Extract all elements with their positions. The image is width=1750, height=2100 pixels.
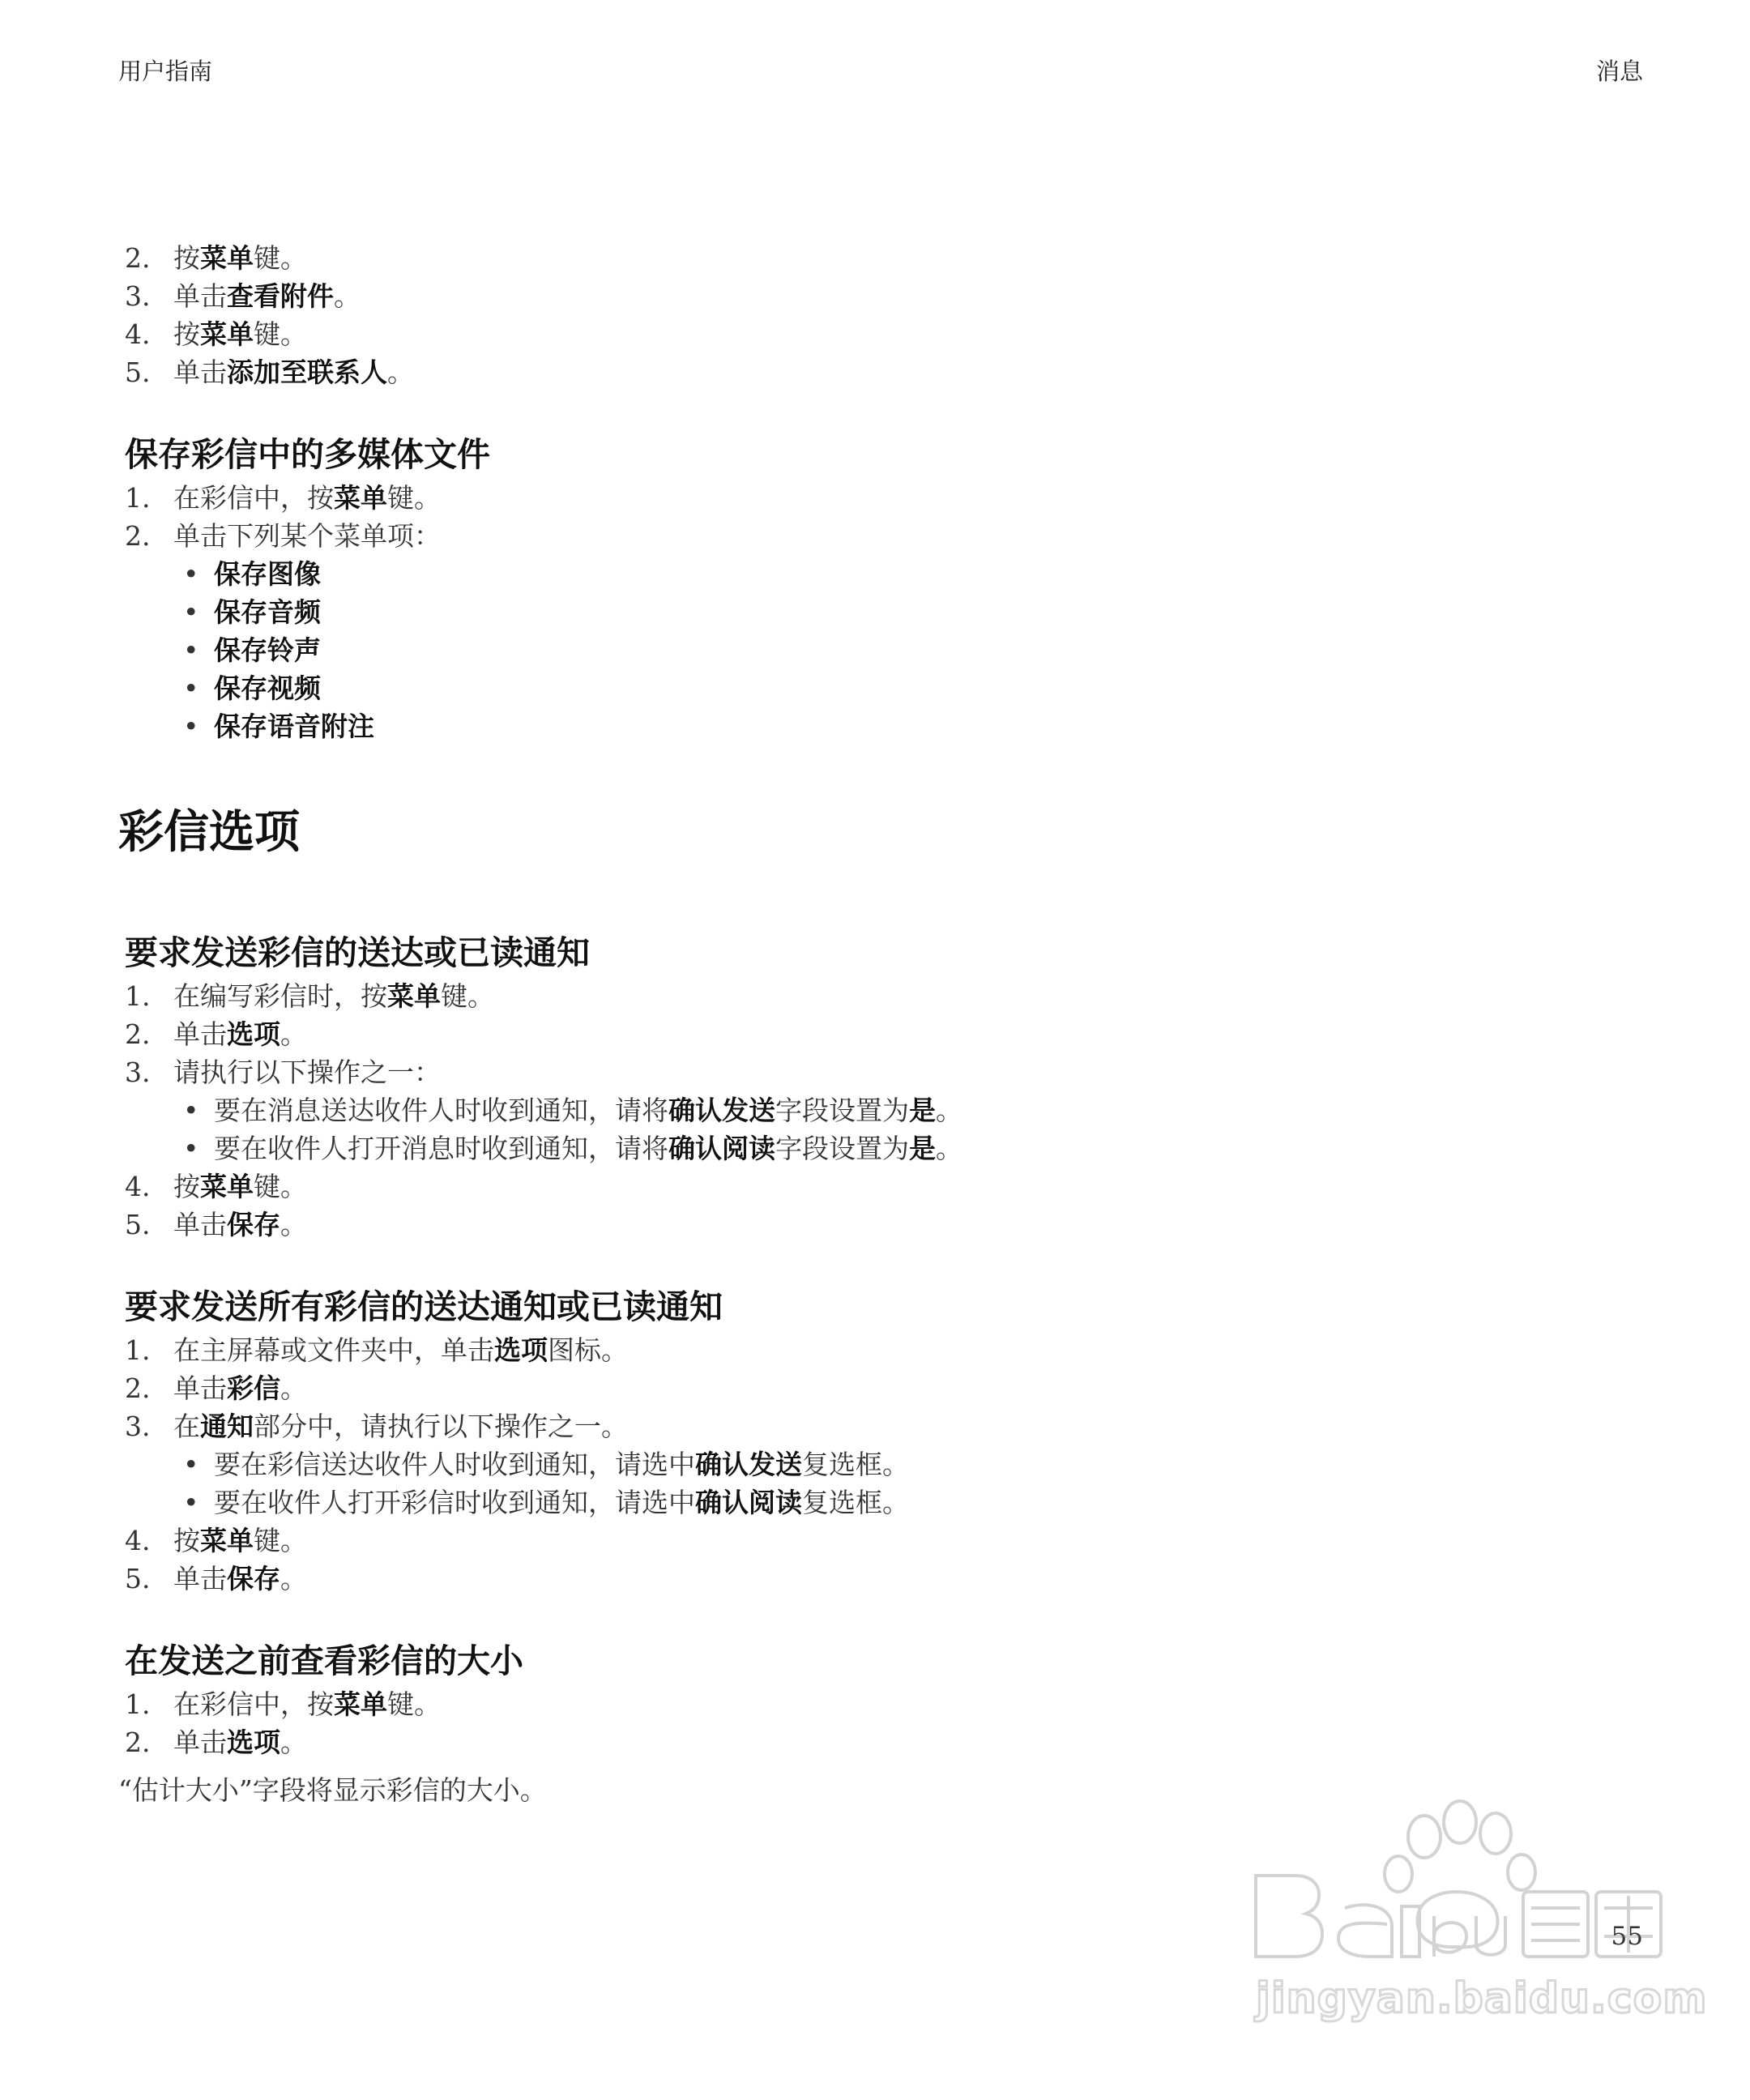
- size-check-heading: 在发送之前查看彩信的大小: [125, 1641, 523, 1680]
- step-text: 。: [280, 1209, 307, 1240]
- page-content: [118, 239, 1658, 1809]
- step-number: 4.: [125, 1171, 151, 1202]
- list-item: [118, 1522, 1658, 1560]
- list-item: [118, 353, 1658, 391]
- confirm-delivery-term: 确认发送: [668, 1095, 775, 1126]
- list-item: [173, 1091, 1658, 1129]
- estimated-size-note: “估计大小”字段将显示彩信的大小。: [118, 1774, 547, 1806]
- size-check-steps: [118, 1685, 1658, 1761]
- step-text: 单击: [173, 356, 227, 388]
- list-item: [118, 977, 1658, 1015]
- step-number: 3.: [125, 1056, 151, 1088]
- list-item: [118, 315, 1658, 353]
- confirm-read-term: 确认阅读: [668, 1133, 775, 1164]
- step-text: 键。: [254, 1171, 307, 1202]
- step-text: 请执行以下操作之一：: [173, 1056, 441, 1088]
- step-text: 。: [387, 356, 414, 388]
- step-number: 2.: [125, 242, 151, 274]
- receipt-all-steps: [118, 1331, 1658, 1598]
- step-text: 按: [173, 242, 200, 274]
- options-term: 选项: [227, 1727, 280, 1758]
- step-number: 1.: [125, 980, 151, 1012]
- save-media-heading: 保存彩信中的多媒体文件: [125, 435, 490, 474]
- step-number: 5.: [125, 1563, 151, 1594]
- menu-key-term: 菜单: [200, 242, 254, 274]
- menu-item-save-audio: 保存音频: [214, 596, 321, 628]
- menu-item-save-voice-note: 保存语音附注: [214, 711, 374, 742]
- receipt-all-heading: 要求发送所有彩信的送达通知或已读通知: [125, 1287, 723, 1326]
- view-attachment-term: 查看附件: [227, 280, 334, 312]
- step-text: 单击: [173, 280, 227, 312]
- step-text: 键。: [387, 1688, 441, 1720]
- menu-key-term: 菜单: [387, 980, 441, 1012]
- step-text: 。: [280, 1018, 307, 1050]
- bullet-icon: •: [183, 711, 199, 742]
- menu-key-term: 菜单: [200, 318, 254, 350]
- list-item: [173, 669, 1658, 707]
- bullet-icon: •: [183, 596, 199, 628]
- step-text: 键。: [254, 1525, 307, 1556]
- step-number: 3.: [125, 1411, 151, 1442]
- step-text: 要在收件人打开消息时收到通知，请将: [214, 1133, 668, 1164]
- step-number: 2.: [125, 1727, 151, 1758]
- list-item: [118, 1560, 1658, 1598]
- list-item: [118, 1407, 1658, 1522]
- baidu-jingyan-watermark: [1248, 1795, 1708, 2038]
- list-item: [118, 1053, 1658, 1167]
- bullet-icon: •: [183, 1133, 199, 1164]
- step-number: 1.: [125, 1334, 151, 1366]
- menu-item-save-image: 保存图像: [214, 558, 321, 590]
- step-text: 图标。: [548, 1334, 628, 1366]
- save-media-steps: [118, 479, 1658, 745]
- list-item: [173, 555, 1658, 593]
- receipt-all-choices: [173, 1445, 1658, 1522]
- step-text: 字段设置为: [775, 1133, 909, 1164]
- bullet-icon: •: [183, 634, 199, 666]
- step-number: 2.: [125, 1018, 151, 1050]
- list-item: [118, 1331, 1658, 1369]
- step-number: 3.: [125, 280, 151, 312]
- step-text: 。: [280, 1372, 307, 1404]
- step-text: 单击: [173, 1018, 227, 1050]
- menu-key-term: 菜单: [200, 1525, 254, 1556]
- list-item: [118, 479, 1658, 517]
- add-to-contacts-term: 添加至联系人: [227, 356, 387, 388]
- receipt-single-steps: [118, 977, 1658, 1244]
- bullet-icon: •: [183, 672, 199, 704]
- step-text: 复选框。: [802, 1487, 909, 1518]
- intro-steps-list: [118, 239, 1658, 391]
- step-text: 在彩信中，按: [173, 482, 334, 514]
- menu-item-save-ringtone: 保存铃声: [214, 634, 321, 666]
- step-number: 4.: [125, 1525, 151, 1556]
- step-text: 字段设置为: [775, 1095, 909, 1126]
- menu-key-term: 菜单: [200, 1171, 254, 1202]
- list-item: [173, 631, 1658, 669]
- step-text: 单击: [173, 1727, 227, 1758]
- step-text: 按: [173, 318, 200, 350]
- step-text: 键。: [387, 482, 441, 514]
- list-item: [173, 707, 1658, 745]
- step-number: 5.: [125, 356, 151, 388]
- confirm-delivery-term: 确认发送: [695, 1449, 802, 1480]
- step-text: 要在消息送达收件人时收到通知，请将: [214, 1095, 668, 1126]
- header-section-title: 消息: [1595, 58, 1643, 85]
- list-item: [118, 1685, 1658, 1723]
- step-text: 复选框。: [802, 1449, 909, 1480]
- options-term: 选项: [227, 1018, 280, 1050]
- save-term: 保存: [227, 1563, 280, 1594]
- list-item: [173, 1483, 1658, 1522]
- list-item: [118, 1369, 1658, 1407]
- bullet-icon: •: [183, 1487, 199, 1518]
- step-text: 在彩信中，按: [173, 1688, 334, 1720]
- step-text: 单击: [173, 1209, 227, 1240]
- confirm-read-term: 确认阅读: [695, 1487, 802, 1518]
- mms-options-heading: 彩信选项: [118, 806, 300, 859]
- yes-value-term: 是: [909, 1133, 936, 1164]
- save-media-options: [173, 555, 1658, 745]
- list-item: [118, 1167, 1658, 1206]
- step-number: 5.: [125, 1209, 151, 1240]
- step-text: 键。: [254, 242, 307, 274]
- step-text: 键。: [254, 318, 307, 350]
- menu-key-term: 菜单: [334, 1688, 387, 1720]
- options-term: 选项: [494, 1334, 548, 1366]
- bullet-icon: •: [183, 1449, 199, 1480]
- step-number: 2.: [125, 1372, 151, 1404]
- bullet-icon: •: [183, 558, 199, 590]
- save-term: 保存: [227, 1209, 280, 1240]
- list-item: [118, 1015, 1658, 1053]
- receipt-single-heading: 要求发送彩信的送达或已读通知: [125, 933, 590, 972]
- notifications-term: 通知: [200, 1411, 254, 1442]
- header-guide-title: 用户指南: [118, 58, 213, 85]
- step-text: 要在彩信送达收件人时收到通知，请选中: [214, 1449, 695, 1480]
- receipt-single-choices: [173, 1091, 1658, 1167]
- list-item: [118, 1206, 1658, 1244]
- step-text: 在编写彩信时，按: [173, 980, 387, 1012]
- step-text: 在主屏幕或文件夹中，单击: [173, 1334, 494, 1366]
- step-text: 单击: [173, 1372, 227, 1404]
- list-item: [118, 1723, 1658, 1761]
- list-item: [118, 277, 1658, 315]
- list-item: [173, 1445, 1658, 1483]
- bullet-icon: •: [183, 1095, 199, 1126]
- step-text: 单击下列某个菜单项：: [173, 520, 441, 552]
- step-text: 。: [936, 1133, 962, 1164]
- step-number: 4.: [125, 318, 151, 350]
- step-number: 2.: [125, 520, 151, 552]
- step-number: 1.: [125, 482, 151, 514]
- step-text: 单击: [173, 1563, 227, 1594]
- page-number: 55: [1611, 1922, 1643, 1951]
- step-number: 1.: [125, 1688, 151, 1720]
- step-text: 在: [173, 1411, 200, 1442]
- list-item: [173, 593, 1658, 631]
- step-text: 。: [334, 280, 361, 312]
- step-text: 。: [280, 1727, 307, 1758]
- step-text: 要在收件人打开彩信时收到通知，请选中: [214, 1487, 695, 1518]
- list-item: [173, 1129, 1658, 1167]
- step-text: 按: [173, 1171, 200, 1202]
- yes-value-term: 是: [909, 1095, 936, 1126]
- list-item: [118, 239, 1658, 277]
- list-item: [118, 517, 1658, 745]
- step-text: 。: [936, 1095, 962, 1126]
- menu-key-term: 菜单: [334, 482, 387, 514]
- mms-term: 彩信: [227, 1372, 280, 1404]
- step-text: 。: [280, 1563, 307, 1594]
- step-text: 按: [173, 1525, 200, 1556]
- baidu-paw-logo-icon: [1248, 1795, 1669, 1969]
- step-text: 部分中，请执行以下操作之一。: [254, 1411, 628, 1442]
- page-header: [0, 53, 1750, 94]
- step-text: 键。: [441, 980, 494, 1012]
- menu-item-save-video: 保存视频: [214, 672, 321, 704]
- watermark-url: jingyan.baidu.com: [1256, 1974, 1708, 2023]
